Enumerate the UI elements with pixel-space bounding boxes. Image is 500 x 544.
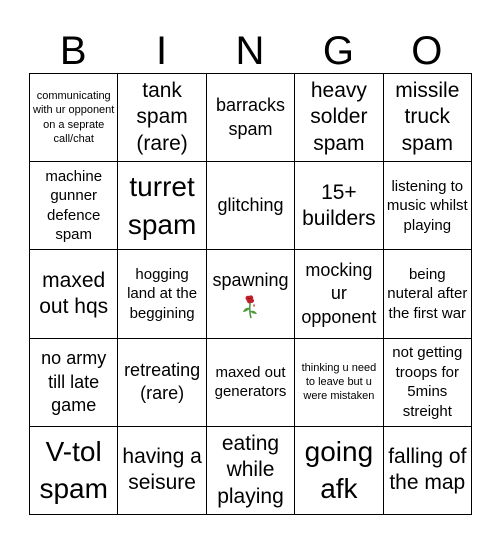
cell-label: maxed out hqs <box>39 268 109 318</box>
cell-label: glitching <box>217 195 284 216</box>
cell-label: maxed out generators <box>214 363 287 401</box>
bingo-cell-4-5[interactable] <box>384 339 472 427</box>
cell-label: turret spam <box>127 170 197 240</box>
cell-label: not getting troops for 5mins streight <box>392 344 463 420</box>
cell-label: communicating with ur opponent on a seprate call/chat <box>33 90 115 145</box>
bingo-cell-2-4[interactable] <box>295 162 383 250</box>
cell-label: retreating (rare) <box>124 359 201 404</box>
bingo-cell-4-2[interactable] <box>118 339 206 427</box>
bingo-cell-3-3[interactable] <box>207 250 295 338</box>
cell-label: hogging land at the beggining <box>127 265 198 322</box>
bingo-cell-2-2[interactable] <box>118 162 206 250</box>
header-letter-n: N <box>235 29 265 73</box>
bingo-cell-3-4[interactable] <box>295 250 383 338</box>
cell-label: thinking u need to leave but u were mistaken <box>301 361 377 403</box>
bingo-cell-5-3[interactable] <box>207 427 295 515</box>
bingo-cell-1-1[interactable] <box>30 74 118 162</box>
bingo-cell-5-1[interactable] <box>30 427 118 515</box>
header-letter-b: B <box>59 29 87 73</box>
cell-label: tank spam (rare) <box>136 79 188 155</box>
bingo-cell-3-1[interactable] <box>30 250 118 338</box>
bingo-cell-2-3[interactable] <box>207 162 295 250</box>
bingo-cell-2-5[interactable] <box>384 162 472 250</box>
cell-label: listening to music whilst playing <box>386 177 468 234</box>
cell-label: going afk <box>304 435 374 505</box>
bingo-header <box>29 28 471 74</box>
bingo-cell-5-5[interactable] <box>384 427 472 515</box>
cell-label: V-tol spam <box>39 435 108 505</box>
bingo-board <box>29 73 472 515</box>
cell-label: 15+ builders <box>302 180 376 230</box>
bingo-cell-4-1[interactable] <box>30 339 118 427</box>
cell-label: mocking ur opponent <box>301 259 377 327</box>
cell-label: eating while playing <box>217 432 284 508</box>
bingo-cell-1-5[interactable] <box>384 74 472 162</box>
cell-label: falling of the map <box>388 445 467 495</box>
bingo-cell-1-4[interactable] <box>295 74 383 162</box>
cell-label: being nuteral after the first war <box>387 265 468 322</box>
bingo-cell-4-4[interactable] <box>295 339 383 427</box>
header-letter-i: I <box>156 29 168 73</box>
cell-label: heavy solder spam <box>310 79 368 155</box>
cell-label: barracks spam <box>215 95 285 139</box>
bingo-cell-4-3[interactable] <box>207 339 295 427</box>
header-letter-o: O <box>411 29 443 73</box>
cell-label: machine gunner defence spam <box>45 167 103 244</box>
bingo-cell-1-2[interactable] <box>118 74 206 162</box>
bingo-cell-3-2[interactable] <box>118 250 206 338</box>
bingo-cell-5-2[interactable] <box>118 427 206 515</box>
bingo-cell-1-3[interactable] <box>207 74 295 162</box>
cell-label: spawning <box>212 270 289 291</box>
bingo-cell-2-1[interactable] <box>30 162 118 250</box>
header-letter-g: G <box>322 29 354 73</box>
bingo-cell-3-5[interactable] <box>384 250 472 338</box>
cell-label: having a seisure <box>122 445 202 495</box>
cell-label: missile truck spam <box>395 79 460 155</box>
cell-label: no army till late game <box>41 348 107 415</box>
wilted-rose-icon <box>239 295 261 319</box>
bingo-cell-5-4[interactable] <box>295 427 383 515</box>
